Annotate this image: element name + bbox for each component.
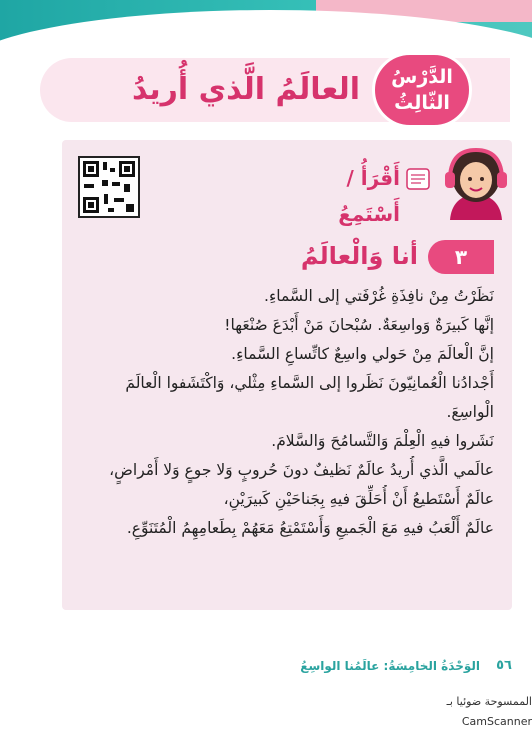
lesson-badge-line2: الثّالِثُ <box>394 92 450 114</box>
poem-text <box>74 282 494 543</box>
lesson-badge <box>372 52 472 128</box>
poem-line: عالَمي الَّذي أُريدُ عالَمٌ نَظيفٌ دونَ حُروبٍ وَلا جوعٍ وَلا أَمْراضٍ، <box>109 461 494 479</box>
poem-title: أنا وَالْعالَمُ <box>300 242 418 270</box>
poem-line: نَشَروا فيهِ الْعِلْمَ وَالتَّسامُحَ وَالسَّلامَ. <box>271 432 494 450</box>
poem-line: أَجْدادُنا الْعُمانِيّونَ نَظَروا إلى السَّماءِ مِثْلي، وَاكْتَشَفوا الْعالَمَ <box>125 374 494 392</box>
unit-label: الوَحْدَةُ الخامِسَةُ: عالَمُنا الواسِعُ <box>300 659 480 673</box>
qr-code-icon[interactable] <box>78 156 140 218</box>
poem-line: نَظَرْتُ مِنْ نافِذَةِ غُرْفَتي إلى السَّماءِ. <box>264 287 494 305</box>
poem-line: عالَمٌ أَسْتَطيعُ أَنْ أُحَلِّقَ فيهِ بِجَناحَيْنِ كَبيرَيْنِ، <box>223 490 494 508</box>
poem-line: عالَمٌ أَلْعَبُ فيهِ مَعَ الْجَميعِ وَأَسْتَمْتِعُ مَعَهُمْ بِطَعامِهِمُ الْمُتَنَوِّعِ. <box>126 519 494 537</box>
activity-label: أَقْرَأُ / أَسْتَمِعُ <box>338 166 400 226</box>
poem-number-badge: ٣ <box>428 240 494 274</box>
poem-line: الْواسِعَ. <box>446 403 494 421</box>
lesson-badge-line1: الدَّرْسُ <box>391 66 453 88</box>
poem-line: إنَّ الْعالَمَ مِنْ حَولي واسِعٌ كاتِّساعِ السَّماءِ. <box>231 345 494 363</box>
notebook-icon <box>404 165 434 193</box>
poem-line: إنَّها كَبيرَةٌ وَواسِعَةٌ. سُبْحانَ مَنْ أَبْدَعَ صُنْعَها! <box>224 316 494 334</box>
page-number: ٥٦ <box>496 658 512 673</box>
camscanner-watermark: الممسوحة ضوئيا بـ CamScanner <box>392 692 532 712</box>
lesson-title: العالَمُ الَّذي أُريدُ <box>132 72 360 107</box>
girl-with-headphones-icon <box>440 146 512 222</box>
